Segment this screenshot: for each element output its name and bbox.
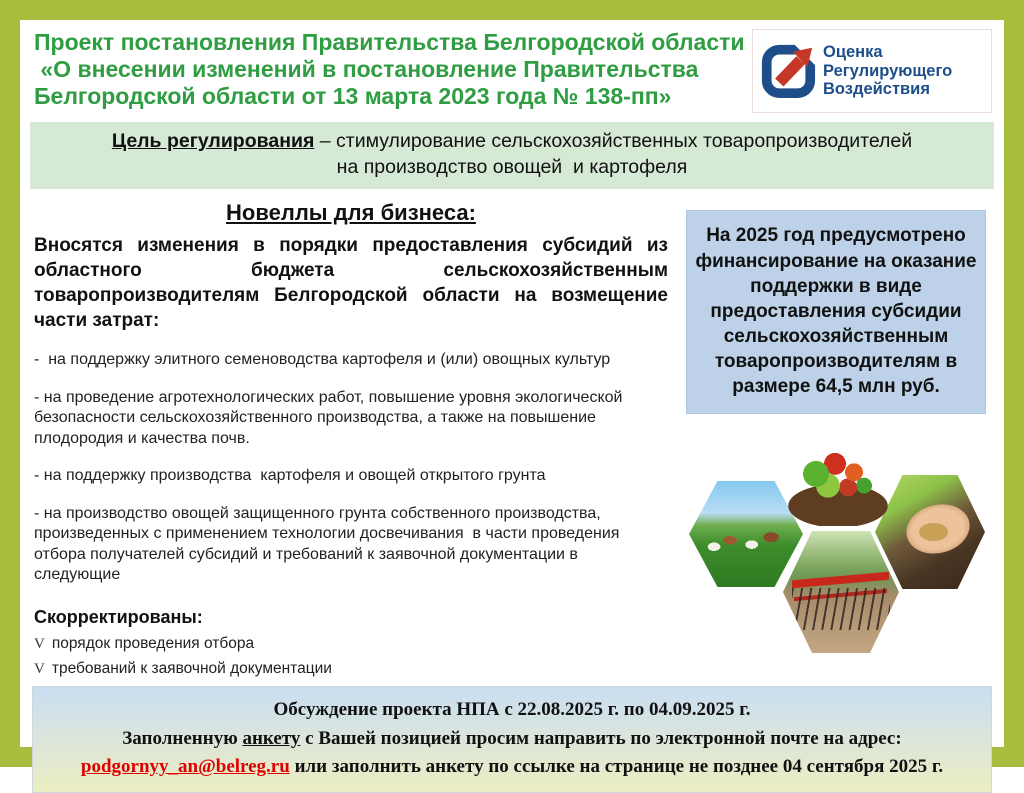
slide (20, 20, 1004, 778)
goal-text: – стимулирование сельскохозяйственных товаропроизводителей (314, 130, 913, 152)
contact-line: podgornyy_an@belreg.ru или заполнить анкету по ссылке на странице не позднее 04 сентября 2025 г. (80, 756, 944, 778)
check-icon: V (34, 661, 45, 678)
email-link[interactable]: podgornyy_an@belreg.ru (80, 756, 290, 778)
corrected-item: V порядок проведения отбора (34, 635, 255, 653)
bullet-item: - на поддержку производства картофеля и овощей открытого грунта (34, 467, 546, 485)
bullet-item: - на производство овощей защищенного грунта собственного производства, произведенных с применением технологии досвечивания в части проведения отбора получателей субсидий и требований к заявочной документации в следующие (34, 504, 624, 583)
title-line-3: Белгородской области от 13 марта 2023 года № 138-пп» (34, 83, 672, 110)
goal-label: Цель регулирования (111, 130, 315, 152)
page-title (30, 29, 752, 110)
bullet-item: - на проведение агротехнологических работ, повышение уровня экологической безопасности сельскохозяйственного производства, а также на повышение плодородия и качества почв. (34, 388, 627, 447)
left-column (32, 189, 668, 678)
regulation-goal-banner (30, 122, 994, 189)
title-line-2: «О внесении изменений в постановление Правительства (34, 56, 699, 83)
survey-instruction: Заполненную анкету с Вашей позицией просим направить по электронной почте на адрес: (122, 727, 902, 749)
goal-line-2: на производство овощей и картофеля (336, 155, 688, 178)
vegetable-basket-photo (788, 442, 888, 526)
main-content (30, 189, 994, 678)
discussion-banner (32, 686, 992, 793)
corrected-item: V требований к заявочной документации (34, 660, 332, 678)
orv-logo (752, 29, 992, 113)
title-line-1: Проект постановления Правительства Белгородской области (34, 29, 745, 55)
corrected-heading: Скорректированы: (34, 607, 203, 628)
agriculture-photo-cluster (686, 440, 986, 672)
header (30, 20, 994, 113)
survey-link[interactable]: анкету (242, 727, 301, 749)
business-novellas-heading: Новеллы для бизнеса: (226, 200, 476, 226)
orv-logo-text: Оценка Регулирующего Воздействия (823, 43, 953, 99)
goal-line-1 (36, 129, 988, 155)
discussion-dates: Обсуждение проекта НПА с 22.08.2025 г. по 04.09.2025 г. (273, 699, 751, 721)
finance-2025-box: На 2025 год предусмотрено финансирование на оказание поддержки в виде предоставления субсидии сельскохозяйственным товаропроизводителям в размере 64,5 млн руб. (686, 210, 986, 414)
intro-paragraph: Вносятся изменения в порядки предоставления субсидий из областного бюджета сельскохозяйственным товаропроизводителям Белгородской области на возмещение части затрат: (34, 235, 668, 331)
orv-arrow-icon (759, 40, 817, 103)
check-icon: V (34, 636, 45, 653)
right-column (668, 189, 992, 678)
bullet-item: - на поддержку элитного семеноводства картофеля и (или) овощных культур (34, 351, 611, 369)
